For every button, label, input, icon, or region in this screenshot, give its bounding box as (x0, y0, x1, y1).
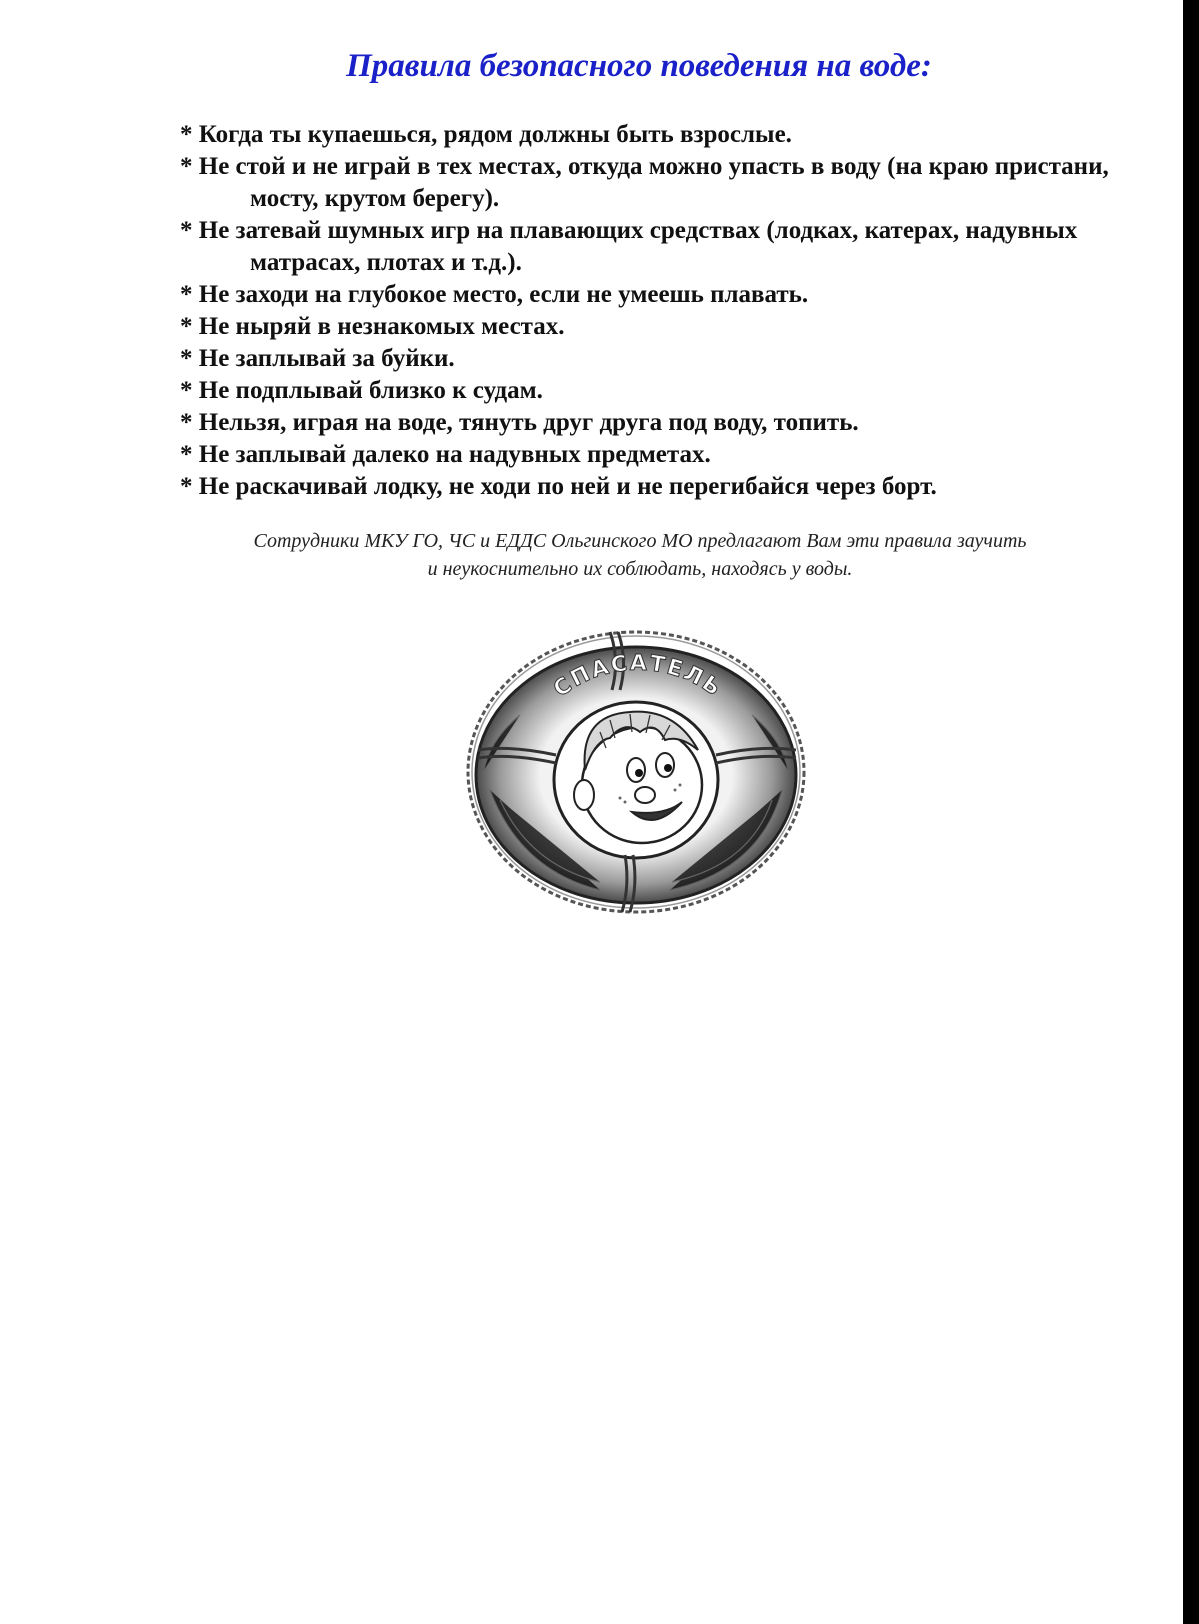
rules-list (180, 119, 1140, 503)
rule-item: * Не подплывай близко к судам. (180, 377, 543, 404)
footer-note-line: Сотрудники МКУ ГО, ЧС и ЕДДС Ольгинского МО предлагают Вам эти правила заучить (253, 530, 1027, 552)
rule-item: * Не ныряй в незнакомых местах. (180, 313, 565, 340)
rule-item: * Не заплывай далеко на надувных предметах. (180, 441, 711, 468)
rule-item: * Не стой и не играй в тех местах, откуда можно упасть в воду (на краю пристани, мосту, крутом берегу). (180, 153, 1109, 212)
rule-item: * Нельзя, играя на воде, тянуть друг друга под воду, топить. (180, 409, 859, 436)
rule-item: * Не раскачивай лодку, не ходи по ней и не перегибайся через борт. (180, 473, 937, 500)
rule-item: * Не заходи на глубокое место, если не умеешь плавать. (180, 281, 809, 308)
rule-item: * Не заплывай за буйки. (180, 345, 455, 372)
lifebuoy-boy-illustration (460, 620, 812, 920)
rule-item: * Не затевай шумных игр на плавающих средствах (лодках, катерах, надувных матрасах, плотах и т.д.). (180, 217, 1078, 276)
ring-label: СПАСАТЕЛЬ (549, 650, 727, 703)
footer-note-line: и неукоснительно их соблюдать, находясь у воды. (427, 558, 853, 580)
rule-item: * Когда ты купаешься, рядом должны быть взрослые. (180, 121, 792, 148)
page-title: Правила безопасного поведения на воде: (346, 48, 932, 84)
footer-note (170, 527, 1110, 583)
